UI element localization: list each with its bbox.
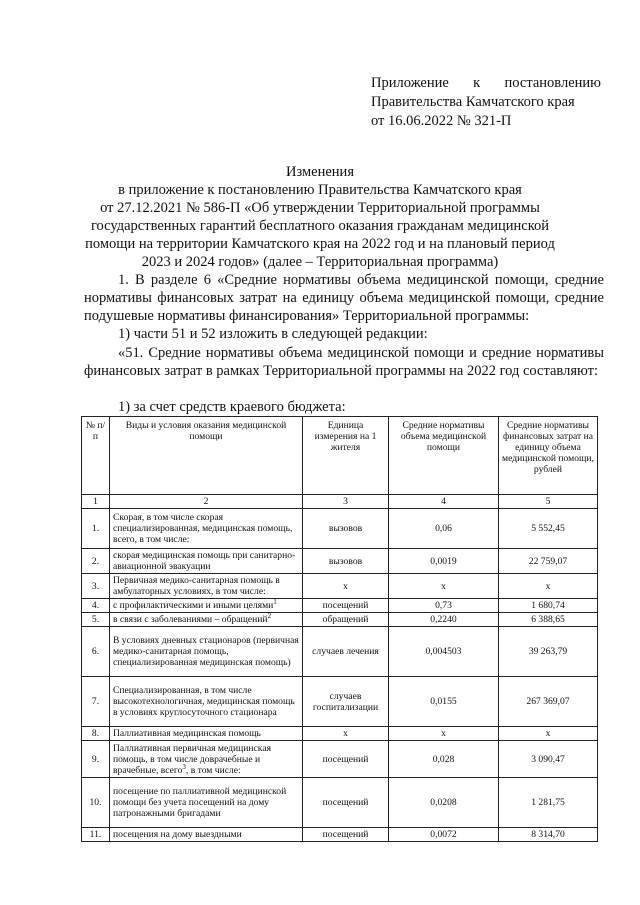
care-type-cell: [110, 727, 303, 741]
care-type-text: в связи с заболеваниями – обращений: [113, 614, 268, 625]
table-body: [82, 509, 598, 842]
unit-cell: вызовов: [303, 549, 389, 574]
volume-cell: х: [389, 574, 499, 599]
unit-cell: случаев госпитализации: [303, 677, 389, 727]
appendix-word: к: [473, 75, 481, 91]
table-row: [82, 677, 598, 727]
volume-cell: 0,028: [389, 741, 499, 778]
cost-cell: х: [499, 574, 598, 599]
header-number: № п/п: [82, 417, 110, 495]
row-number: 9.: [82, 741, 110, 778]
title-line: помощи на территории Камчатского края на 2022 год и на плановый период: [85, 236, 555, 252]
paragraph-parts-51-52: 1) части 51 и 52 изложить в следующей редакции:: [118, 326, 428, 342]
care-type-cell: [110, 509, 303, 549]
table-header-row: [82, 417, 598, 495]
appendix-word: постановлению: [504, 75, 601, 91]
care-type-text: Паллиативная первичная медицинская помощь, в том числе доврачебные и врачебные, всего: [113, 742, 271, 776]
cost-cell: 3 090,47: [499, 741, 598, 778]
volume-cell: 0,0019: [389, 549, 499, 574]
cost-cell: 267 369,07: [499, 677, 598, 727]
care-type-cell: [110, 574, 303, 599]
title-heading: Изменения: [286, 164, 354, 180]
title-line: в приложение к постановлению Правительства Камчатского края: [118, 182, 522, 198]
volume-cell: 0,73: [389, 599, 499, 613]
cost-cell: 1 680,74: [499, 599, 598, 613]
appendix-line-2: Правительства Камчатского края: [371, 94, 575, 110]
appendix-line-3: от 16.06.2022 № 321-П: [371, 113, 512, 129]
care-type-text: В условиях дневных стационаров (первичная медико-санитарная помощь, специализированная медицинская помощь): [113, 635, 299, 668]
table-row: [82, 509, 598, 549]
table-row: [82, 613, 598, 627]
care-type-text: посещения на дому выездными: [113, 829, 242, 840]
appendix-line-1: [371, 74, 601, 93]
unit-cell: случаев лечения: [303, 627, 389, 677]
table-row: [82, 727, 598, 741]
row-number: 5.: [82, 613, 110, 627]
cost-cell: х: [499, 727, 598, 741]
row-number: 1.: [82, 509, 110, 549]
table-row: [82, 549, 598, 574]
care-type-cell: [110, 599, 303, 613]
table-row: [82, 599, 598, 613]
title-line: от 27.12.2021 № 586-П «Об утверждении Территориальной программы: [100, 200, 540, 216]
unit-cell: посещений: [303, 778, 389, 828]
care-type-text: с профилактическими и иными целями: [113, 600, 274, 611]
footnote-mark: 2: [267, 611, 272, 620]
unit-cell: посещений: [303, 828, 389, 842]
title-line: государственных гарантий бесплатного оказания гражданам медицинской: [90, 218, 550, 234]
volume-cell: х: [389, 727, 499, 741]
cost-cell: 6 388,65: [499, 613, 598, 627]
column-number: 5: [499, 495, 598, 509]
care-type-cell: [110, 778, 303, 828]
header-cost-norm: Средние нормативы финансовых затрат на единицу объема медицинской помощи, рублей: [499, 417, 598, 495]
cost-cell: 39 263,79: [499, 627, 598, 677]
unit-cell: вызовов: [303, 509, 389, 549]
care-type-text: Скорая, в том числе скорая специализированная, медицинская помощь, всего, в том числе:: [113, 512, 293, 545]
footnote-mark: 1: [273, 597, 277, 606]
row-number: 3.: [82, 574, 110, 599]
table-row: [82, 778, 598, 828]
volume-cell: 0,0208: [389, 778, 499, 828]
care-type-cell: [110, 627, 303, 677]
table-row: [82, 741, 598, 778]
unit-cell: посещений: [303, 599, 389, 613]
volume-cell: 0,0072: [389, 828, 499, 842]
volume-cell: 0,06: [389, 509, 499, 549]
footnote-mark: 3: [182, 762, 186, 771]
unit-cell: посещений: [303, 741, 389, 778]
table-row: [82, 574, 598, 599]
column-number: 1: [82, 495, 110, 509]
title-line: 2023 и 2024 годов» (далее – Территориальная программа): [141, 254, 499, 270]
row-number: 7.: [82, 677, 110, 727]
care-type-text: Специализированная, в том числе высокотехнологичная, медицинская помощь в условиях круглосуточного стационара: [113, 685, 295, 718]
care-type-cell: [110, 549, 303, 574]
care-type-cell: [110, 677, 303, 727]
volume-cell: 0,2240: [389, 613, 499, 627]
appendix-word: Приложение: [371, 75, 449, 91]
cost-cell: 8 314,70: [499, 828, 598, 842]
cost-cell: 1 281,75: [499, 778, 598, 828]
care-type-cell: [110, 828, 303, 842]
row-number: 11.: [82, 828, 110, 842]
table-row: [82, 828, 598, 842]
row-number: 6.: [82, 627, 110, 677]
unit-cell: х: [303, 574, 389, 599]
care-type-text: Первичная медико-санитарная помощь в амбулаторных условиях, в том числе:: [113, 575, 280, 597]
paragraph-part-51: «51. Средние нормативы объема медицинской помощи и средние нормативы финансовых затрат в рамках Территориальной программы на 2022 год составляют:: [84, 345, 604, 379]
care-type-cell: [110, 613, 303, 627]
column-number-row: [82, 495, 598, 509]
header-unit: Единица измерения на 1 жителя: [303, 417, 389, 495]
care-type-text: посещение по паллиативной медицинской помощи без учета посещений на дому патронажными бригадами: [113, 786, 287, 819]
care-type-tail: , в том числе:: [185, 764, 241, 776]
row-number: 2.: [82, 549, 110, 574]
appendix-reference: [371, 74, 601, 131]
header-care-type: Виды и условия оказания медицинской помощи: [110, 417, 303, 495]
volume-cell: 0,004503: [389, 627, 499, 677]
column-number: 3: [303, 495, 389, 509]
column-number: 2: [110, 495, 303, 509]
cost-cell: 5 552,45: [499, 509, 598, 549]
paragraph-section-6: 1. В разделе 6 «Средние нормативы объема медицинской помощи, средние нормативы финансовых затрат на единицу объема медицинской помощи, средние подушевые нормативы финансирования» Территориальной программы:: [84, 272, 604, 324]
table-row: [82, 627, 598, 677]
care-type-cell: [110, 741, 303, 778]
unit-cell: х: [303, 727, 389, 741]
row-number: 4.: [82, 599, 110, 613]
care-type-text: скорая медицинская помощь при санитарно-авиационной эвакуации: [113, 550, 296, 572]
column-number: 4: [389, 495, 499, 509]
paragraph-regional-budget: 1) за счет средств краевого бюджета:: [118, 399, 346, 415]
row-number: 8.: [82, 727, 110, 741]
row-number: 10.: [82, 778, 110, 828]
document-title: [80, 163, 560, 271]
volume-cell: 0,0155: [389, 677, 499, 727]
cost-cell: 22 759,07: [499, 549, 598, 574]
care-type-text: Паллиативная медицинская помощь: [113, 728, 261, 739]
header-volume-norm: Средние нормативы объема медицинской помощи: [389, 417, 499, 495]
norms-table: [81, 416, 598, 842]
unit-cell: обращений: [303, 613, 389, 627]
